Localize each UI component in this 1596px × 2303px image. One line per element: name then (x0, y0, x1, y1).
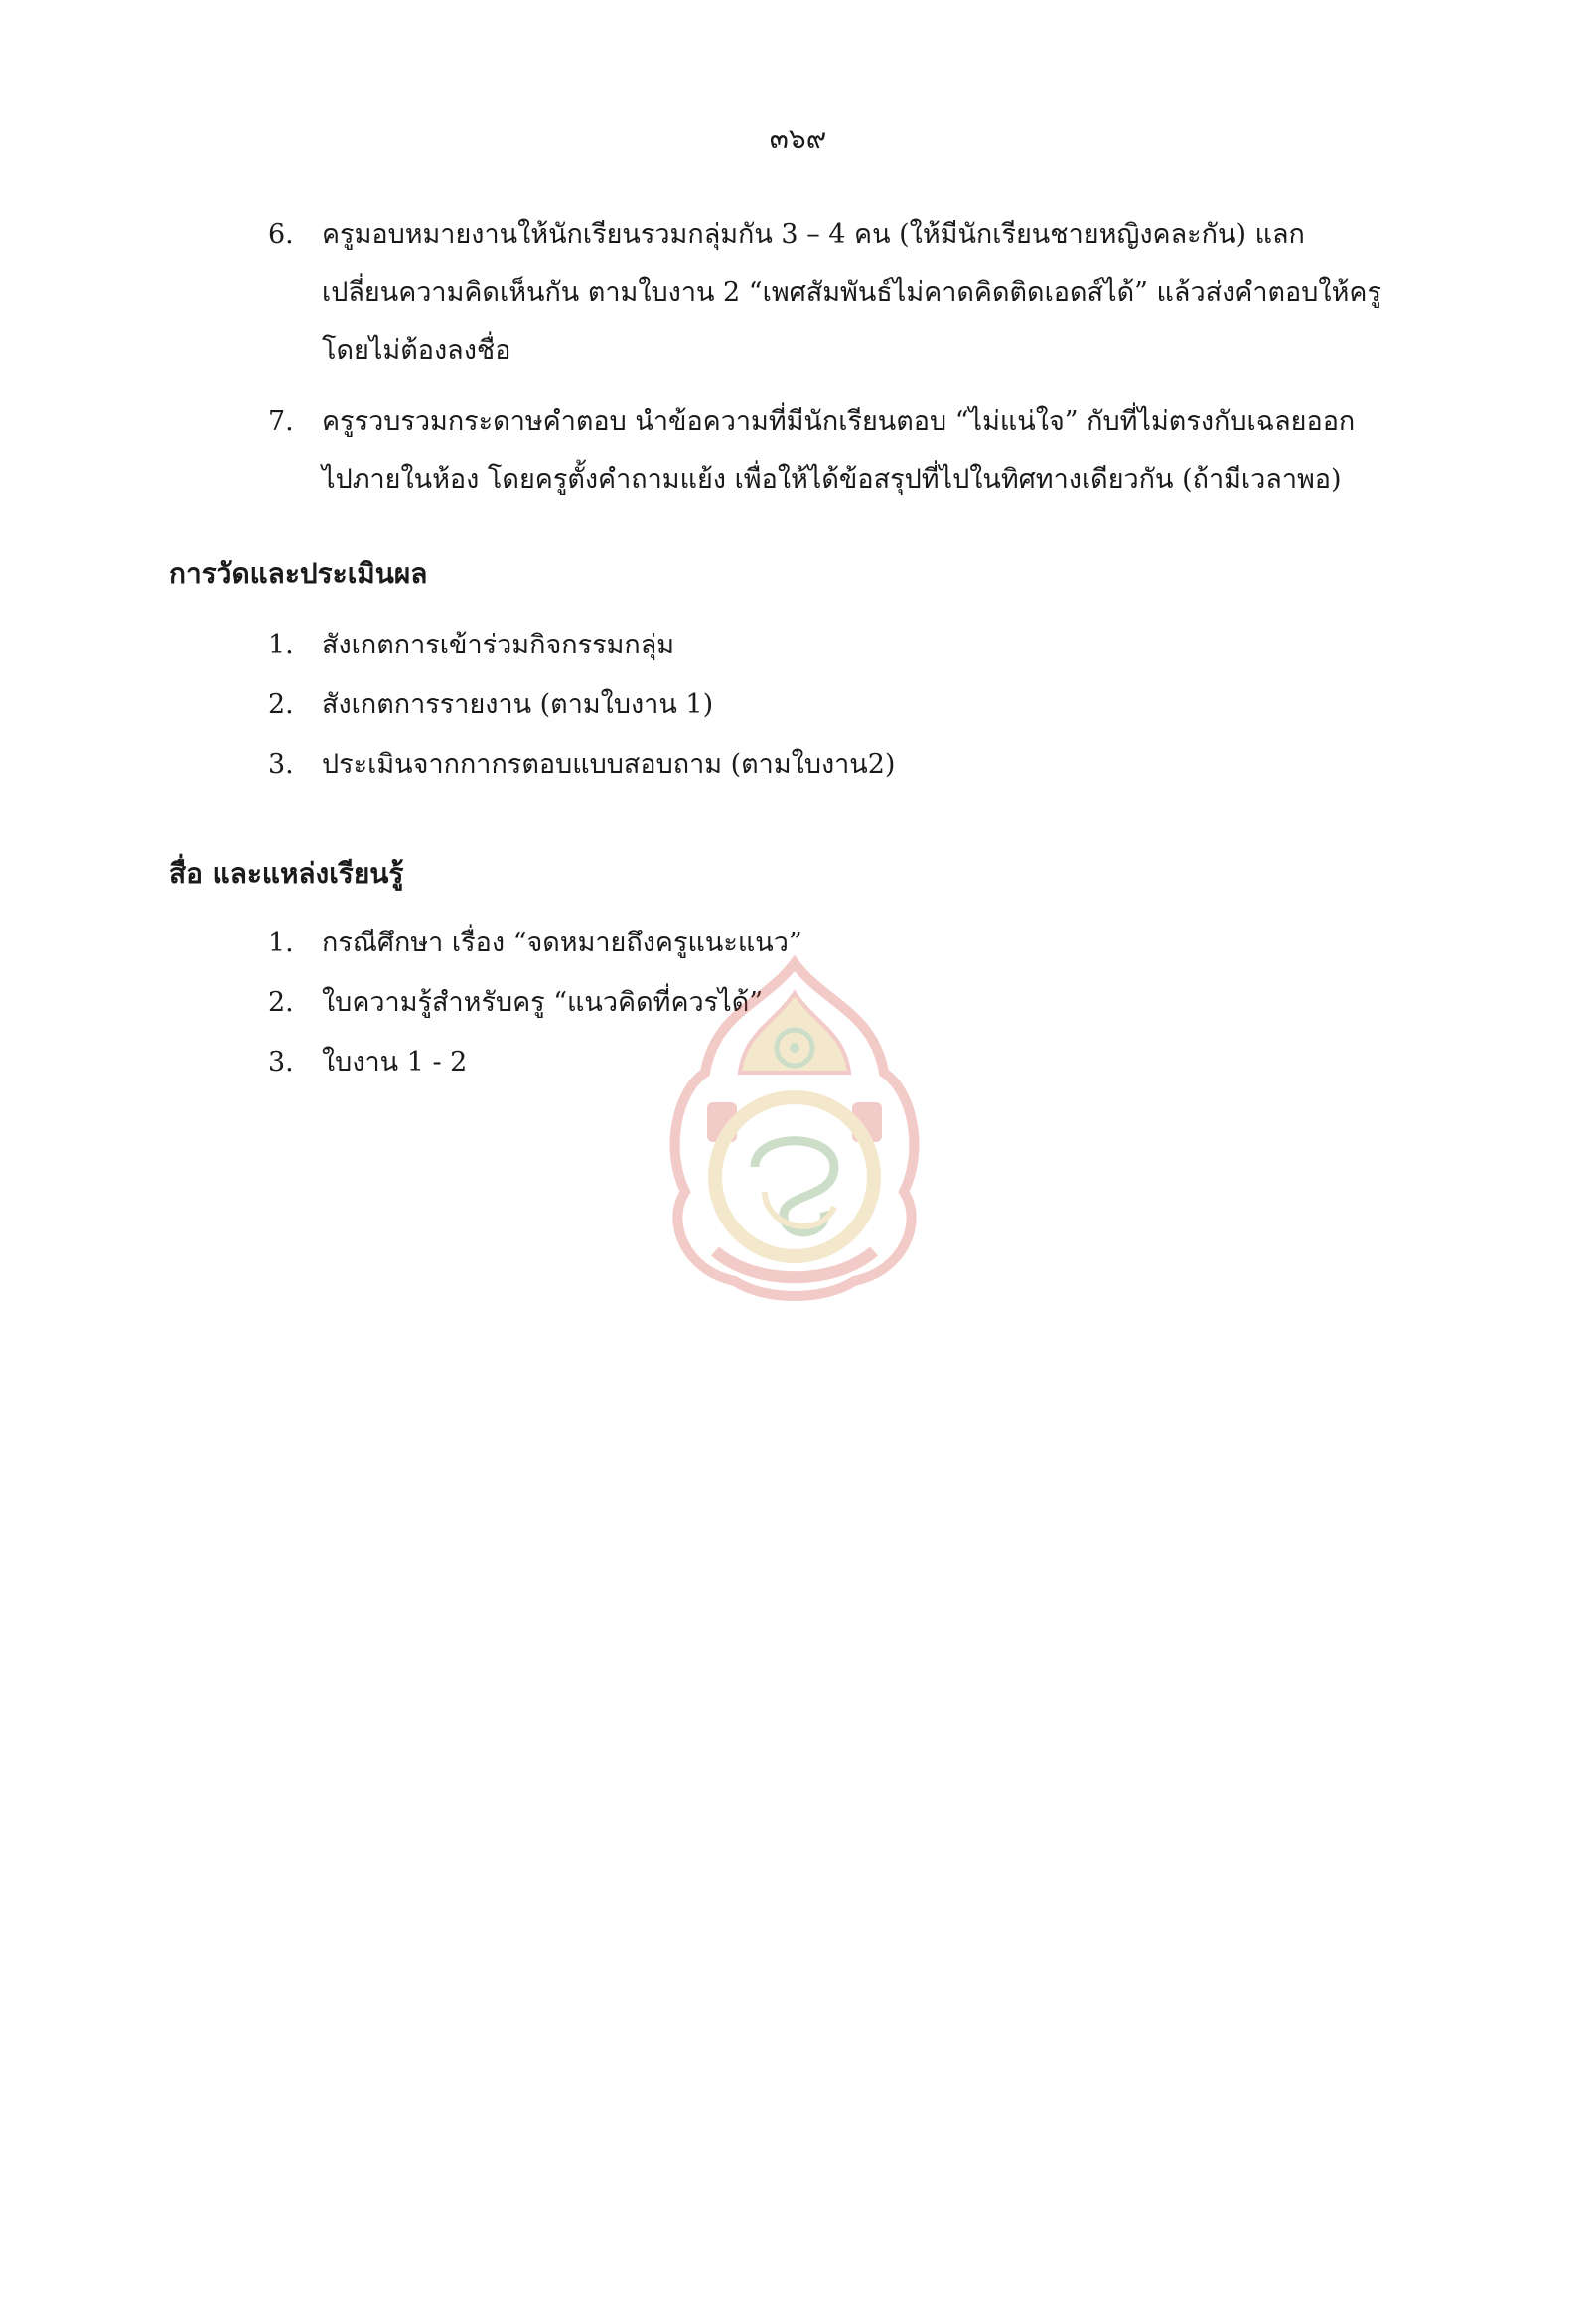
item-number: 3. (268, 1047, 294, 1078)
item-number: 2. (268, 689, 294, 720)
evaluation-item (268, 735, 1440, 794)
procedure-list (268, 207, 1440, 508)
evaluation-heading: การวัดและประเมินผล (169, 557, 428, 590)
item-text: ใบความรู้สำหรับครู “แนวคิดที่ควรได้” (322, 987, 764, 1018)
item-text: โดยไม่ต้องลงชื่อ (322, 335, 511, 365)
item-text: ไปภายในห้อง โดยครูตั้งคำถามแย้ง เพื่อให้ได้ข้อสรุปที่ไปในทิศทางเดียวกัน (ถ้ามีเวลาพอ) (322, 464, 1342, 495)
obec-emblem-icon (646, 953, 943, 1311)
item-number: 1. (268, 630, 294, 660)
item-number: 3. (268, 749, 294, 780)
item-number: 1. (268, 928, 294, 958)
item-text: ใบงาน 1 - 2 (322, 1047, 468, 1078)
item-number: 6. (268, 219, 294, 250)
item-text: สังเกตการรายงาน (ตามใบงาน 1) (322, 689, 714, 720)
item-text: กรณีศึกษา เรื่อง “จดหมายถึงครูแนะแนว” (322, 928, 802, 958)
evaluation-list (268, 616, 1440, 794)
item-number: 7. (268, 406, 294, 437)
item-text: เปลี่ยนความคิดเห็นกัน ตามใบงาน 2 “เพศสัมพันธ์ไม่คาดคิดติดเอดส์ได้” แล้วส่งคำตอบให้ครู (322, 277, 1381, 308)
procedure-item (268, 207, 1440, 379)
item-text: ครูมอบหมายงานให้นักเรียนรวมกลุ่มกัน 3 – 4 คน (ให้มีนักเรียนชายหญิงคละกัน) แลก (322, 219, 1305, 250)
evaluation-item (268, 675, 1440, 735)
item-number: 2. (268, 987, 294, 1018)
media-heading: สื่อ และแหล่งเรียนรู้ (169, 857, 404, 890)
evaluation-item (268, 616, 1440, 675)
item-text: สังเกตการเข้าร่วมกิจกรรมกลุ่ม (322, 630, 675, 660)
procedure-item (268, 393, 1440, 508)
item-text: ประเมินจากกากรตอบแบบสอบถาม (ตามใบงาน2) (322, 749, 896, 780)
item-text: ครูรวบรวมกระดาษคำตอบ นำข้อความที่มีนักเรียนตอบ “ไม่แน่ใจ” กับที่ไม่ตรงกับเฉลยออก (322, 406, 1356, 437)
page-number: ๓๖๙ (769, 122, 827, 155)
